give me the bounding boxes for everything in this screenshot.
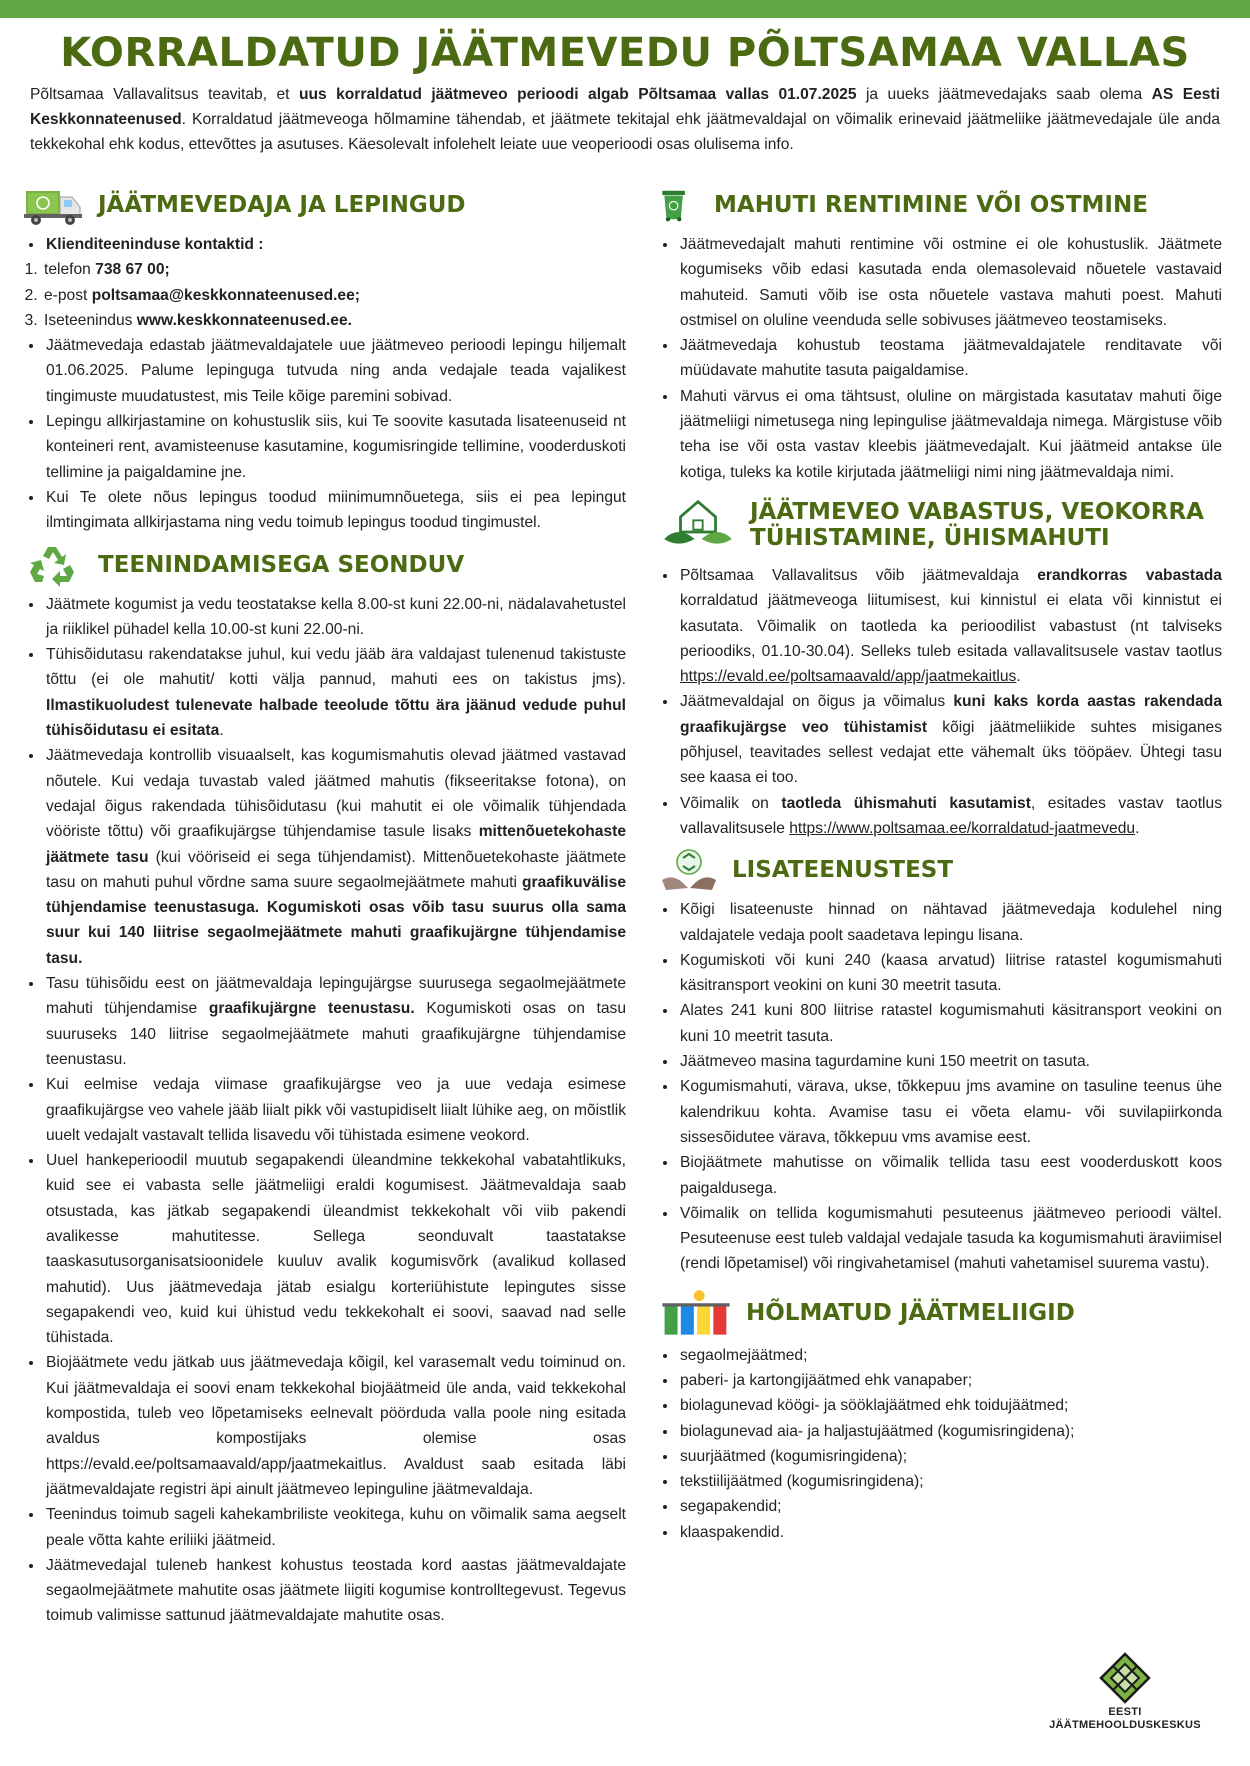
list-item: • Mahuti värvus ei oma tähtsust, oluline on märgistada kasutatav mahuti õige jäätmeliigi nimetusega ning lepingulise jäätmevaldaja nimega. Märgistuse võib teha ise või osta vastav kleebis jäätmevedajalt. Kui jäätmeid antakse üle kotiga, tuleks ka kotile kirjutada jäätmeliigi nimi ning jäätmevaldaja nimi.: [678, 384, 1222, 485]
contact-selfservice: [42, 308, 626, 333]
list-item: • klaaspakendid.: [678, 1520, 1222, 1545]
intro-paragraph: [30, 82, 1220, 157]
list-item: • Biojäätmete vedu jätkab uus jäätmevedaja kõigil, kel varasemalt vedu toiminud on. Kui jäätmevaldaja ei soovi enam tekkekohal biojäätmeid üle anda, vaid tekkekohal kompostida, tuleb veo lõpetamiseks eelnevalt pöörduda valla poole ning esitada avaldus kompostijaks olemise osas https://evald.ee/poltsamaavald/app/jaatmekaitlus. Avaldust saab esitada läbi jäätmevaldajate registri äpi ainult jäätmeveo lepinguline jäätmevaldaja.: [44, 1350, 626, 1502]
organization-logo: [1040, 1650, 1210, 1732]
list-item: • Jäätmevedajalt mahuti rentimine või ostmine ei ole kohustuslik. Jäätmete kogumiseks võib edasi kasutada enda olemasolevaid nõuetele vastavaid mahuteid. Samuti võib ise osta nõuetele vastava mahuti poest. Mahuti ostmisel on oluline veenduda selle sobivuses jäätmeveo teostamiseks.: [678, 232, 1222, 333]
list-item-text: korraldatud jäätmeveoga liitumisest, kui kinnistul ei elata või kinnistut ei kasutata. Võimalik on taotleda ka perioodilist vabastust (nt talviseks perioodiks, 01.10-30.04). Selleks tuleb esitada vallavalitsusele vastav taotlus: [680, 592, 1222, 660]
eco-house-icon: [658, 497, 738, 553]
logo-line-2: JÄÄTMEHOOLDUSKESKUS: [1049, 1719, 1201, 1731]
intro-bold-text: uus korraldatud jäätmeveo perioodi algab Põltsamaa vallas 01.07.2025: [298, 86, 857, 103]
waste-types-list: [658, 1343, 1222, 1545]
list-item: • segaolmejäätmed;: [678, 1343, 1222, 1368]
contact-phone: [42, 257, 626, 282]
contracts-list-2: [24, 333, 626, 535]
list-item-text: Võimalik on: [680, 794, 782, 812]
list-item-bold: mittenõuetekohaste jäätmete tasu: [46, 823, 626, 866]
list-item-bold: graafikuvälise tühjendamise teenustasuga. Kogumiskoti osas võib tasu suurus olla sama suur kui 140 liitrise segaolmejäätmete mahuti graafikujärgne tühjendamise tasu.: [46, 873, 626, 967]
section-header-container: [658, 180, 1222, 230]
section-header-service: [24, 540, 626, 590]
list-item: • Kõigi lisateenuste hinnad on nähtavad jäätmevedaja kodulehel ning valdajatele vedaja poolt saadetava lepingu lisana.: [678, 897, 1222, 948]
contact-label: telefon: [44, 261, 96, 279]
list-item: [44, 743, 626, 971]
section-header-waste-types: [658, 1285, 1222, 1341]
list-item: [678, 689, 1222, 790]
list-item-text: Tasu tühisõidu eest on jäätmevaldaja lepingujärgse suurusega segaolmejäätmete mahuti tühjendamise: [46, 975, 626, 1018]
section-heading: LISATEENUSTEST: [732, 857, 954, 884]
list-item: • biolagunevad köögi- ja sööklajäätmed ehk toidujäätmed;: [678, 1393, 1222, 1418]
section-heading-line: TÜHISTAMINE, ÜHISMAHUTI: [750, 524, 1110, 551]
right-column: [658, 180, 1222, 1545]
application-link[interactable]: https://evald.ee/poltsamaavald/app/jaatmekaitlus: [680, 668, 1017, 686]
contact-value: 738 67 00;: [95, 261, 170, 279]
list-item: [678, 791, 1222, 842]
list-item: • segapakendid;: [678, 1494, 1222, 1519]
list-item: • Alates 241 kuni 800 liitrise ratastel kogumismahuti käsitransport veokini on kuni 10 meetrit tasuta.: [678, 998, 1222, 1049]
logo-mark-icon: [1097, 1650, 1153, 1706]
section-heading: [750, 499, 1204, 551]
list-item-text: Jäätmevaldajal on õigus ja võimalus: [680, 693, 954, 711]
contact-label: e-post: [44, 286, 92, 304]
list-item: • Klienditeeninduse kontaktid :: [44, 232, 626, 257]
list-item-text: Kogumiskoti osas on tasu suuruseks 140 liitrise segaolmejäätmete mahuti graafikujärgne tühjendamise teenustasu.: [46, 1000, 626, 1068]
list-item: [44, 642, 626, 743]
list-item: • Kui eelmise vedaja viimase graafikujärgse veo ja uue vedaja esimese graafikujärgse veo vahele jääb liialt pikk või vastupidiselt liialt lühike aeg, on mõistlik uuelt vedajalt vastavalt tellida lisavedu või tühistada esimene veokord.: [44, 1072, 626, 1148]
list-item: • Jäätmevedaja edastab jäätmevaldajatele uue jäätmeveo perioodi lepingu hiljemalt 01.06.2025. Palume lepinguga tutvuda ning anda vedajale teada vajalikest tingimuste muudatustest, mis Teile kõige paremini sobivad.: [44, 333, 626, 409]
list-item: • Võimalik on tellida kogumismahuti pesuteenus jäätmeveo perioodi vältel. Pesuteenuse eest tuleb valdajal vedajale tasuda ka kogumismahuti äraviimisel (rendi lõpetamisel) või ringivahetamisel (mahuti vahetamisel suurema vastu).: [678, 1201, 1222, 1277]
contact-email: [42, 283, 626, 308]
list-item: • Uuel hankeperioodil muutub segapakendi üleandmine tekkekohal vabatahtlikuks, kuid see ei vabasta selle jäätmeliigi eraldi kogumisest. Jäätmevaldaja saab otsustada, kas jätkab segapakendi üleandmist tekkekohalt või viib pakendi avalikesse mahutitesse. Sellega seonduvalt taastatakse taaskasutusorganisatsioonidele kuuluv avalik kogumisvõrk (avalikud kollased mahutid). Uus jäätmevedaja jätab esialgu korteriühistute lepingutes sisse segapakendi veo, kuid kui ühistud vedu tekkekohalt ei soovi, saavad nad selle tühistada.: [44, 1148, 626, 1350]
list-item: • Jäätmevedajal tuleneb hankest kohustus teostada kord aastas jäätmevaldajate segaolmejäätmete mahutite osas jäätmete liigiti kogumise kontrolltegevust. Tegevus toimub valimisse sattunud jäätmevaldajate mahutite osas.: [44, 1553, 626, 1629]
list-item-bold: graafikujärgne teenustasu.: [208, 1000, 415, 1018]
intro-text: ja uueks jäätmevedajaks saab olema: [856, 86, 1152, 103]
recycling-hands-icon: [658, 846, 720, 894]
list-item: • Jäätmevedaja kohustub teostama jäätmevaldajatele renditavate või müüdavate mahutite tasuta paigaldamise.: [678, 333, 1222, 384]
contact-label: Iseteenindus: [44, 311, 137, 329]
list-item-bold: Ilmastikuoludest tulenevate halbade teeolude tõttu ära jäänud vedude puhul tühisõidutasu ei esitata: [46, 696, 626, 740]
list-item: • Teenindus toimub sageli kahekambriliste veokitega, kuhu on võimalik sama aegselt peale võtta kahte eriliiki jäätmeid.: [44, 1502, 626, 1553]
section-heading-line: JÄÄTMEVEO VABASTUS, VEOKORRA: [750, 498, 1204, 525]
contact-value: poltsamaa@keskkonnateenused.ee;: [91, 286, 360, 304]
list-item: [678, 563, 1222, 689]
list-item: • Biojäätmete mahutisse on võimalik tellida tasu eest vooderduskott koos paigaldusega.: [678, 1150, 1222, 1201]
section-heading: JÄÄTMEVEDAJA JA LEPINGUD: [98, 192, 466, 218]
service-list: [24, 592, 626, 1629]
list-item-text: Tühisõidutasu rakendatakse juhul, kui vedu jääb ära valdajast tulenenud takistuste tõttu (ei ole mahutit/ kotti välja pannud, mahuti ees on takistus jms).: [46, 646, 626, 689]
logo-line-1: EESTI: [1108, 1706, 1142, 1718]
list-item-text: , esitades vastav taotlus vallavalitsusele: [680, 794, 1222, 837]
left-column: [24, 180, 626, 1629]
list-item: • tekstiilijäätmed (kogumisringidena);: [678, 1469, 1222, 1494]
list-item-text: (kui vööriseid ei sega tühjendamist). Mittenõuetekohaste jäätmete tasu on mahuti puhul võrdne sama suure segaolmejäätmete mahuti: [46, 848, 627, 891]
list-item-text: Jäätmevedaja kontrollib visuaalselt, kas kogumismahutis olevad jäätmed vastavad nõutele. Kui vedaja tuvastab valed jäätmed mahutis (fikseeritakse fotona), on vedajal õigus rakendada tühisõidutasu (kui mahutit ei ole võimalik tühjendada vööriste tõttu) või graafikujärgse tühjendamise tasule lisaks: [46, 747, 626, 841]
list-item: • Jäätmeveo masina tagurdamine kuni 150 meetrit on tasuta.: [678, 1049, 1222, 1074]
list-item-bold: taotleda ühismahuti kasutamist: [781, 794, 1031, 812]
list-item: • Kogumismahuti, värava, ukse, tõkkepuu jms avamine on tasuline teenus ühe kalendrikuu kohta. Avamise tasu ei võeta elamu- või suvilapiirkonda sissesõidutee värava, tõkkepuu vms avamise eest.: [678, 1074, 1222, 1150]
list-item: • Kogumiskoti või kuni 240 (kaasa arvatud) liitrise ratastel kogumismahuti käsitransport veokini on kuni 30 meetrit tasuta.: [678, 948, 1222, 999]
intro-text: Põltsamaa Vallavalitsus teavitab, et: [30, 86, 299, 103]
list-item-bold: erandkorras vabastada: [1037, 566, 1222, 584]
section-heading: MAHUTI RENTIMINE VÕI OSTMINE: [714, 192, 1148, 218]
list-item: • biolagunevad aia- ja haljastujäätmed (kogumisringidena);: [678, 1419, 1222, 1444]
list-item-text: .: [1016, 668, 1021, 686]
intro-company-name: AS Eesti Keskkonnateenused: [30, 86, 1220, 128]
garbage-truck-icon: [24, 181, 86, 229]
section-heading: TEENINDAMISEGA SEONDUV: [98, 551, 465, 578]
contact-value: www.keskkonnateenused.ee.: [136, 311, 352, 329]
page-title: KORRALDATUD JÄÄTMEVEDU PÕLTSAMAA VALLAS: [60, 30, 1190, 76]
list-item: • Lepingu allkirjastamine on kohustuslik siis, kui Te soovite kasutada lisateenuseid nt konteineri rent, avamisteenuse kasutamine, kogumisringide tellimine, vooderduskoti tellimine ja paigaldamine jne.: [44, 409, 626, 485]
trash-bin-icon: [658, 181, 702, 229]
list-item: • suurjäätmed (kogumisringidena);: [678, 1444, 1222, 1469]
top-accent-bar: [0, 0, 1250, 18]
intro-text: . Korraldatud jäätmeveoga hõlmamine tähendab, et jäätmete tekitajal ehk jäätmevaldajal on võimalik erinevaid jäätmeliike jäätmevedajale üle anda tekkekohal ehk kodus, ettevõttes ja asutuses. Käesolevalt infolehelt leiate uue veoperioodi osas olulisema info.: [30, 111, 1220, 153]
list-item-bold: kuni kaks korda aastas rakendada graafikujärgse veo tühistamist: [680, 693, 1222, 736]
sorting-bins-icon: [658, 1287, 734, 1339]
list-item-text: kõigi jäätmeliikide suhtes misiganes põhjusel, teavitades sellest vedajat ette vähemalt üks tööpäev. Ühtegi tasu see kaasa ei too.: [680, 718, 1222, 787]
contracts-list: [24, 232, 626, 257]
extra-services-list: [658, 897, 1222, 1276]
recycle-icon: [24, 541, 86, 589]
list-item: • paberi- ja kartongijäätmed ehk vanapaber;: [678, 1368, 1222, 1393]
exemption-list: [658, 563, 1222, 841]
container-list: [658, 232, 1222, 485]
list-item: • Kui Te olete nõus lepingus toodud miinimumnõuetega, siis ei pea lepingut ilmtingimata allkirjastama ning vedu toimub lepingus toodud tingimustel.: [44, 485, 626, 536]
list-item-text: .: [219, 722, 224, 740]
section-header-contracts: [24, 180, 626, 230]
list-item-text: Põltsamaa Vallavalitsus võib jäätmevaldaja: [680, 566, 1038, 584]
list-item: [44, 971, 626, 1072]
section-heading: HÕLMATUD JÄÄTMELIIGID: [746, 1299, 1075, 1326]
contacts-list: [24, 257, 626, 333]
list-item-text: .: [1135, 819, 1140, 837]
section-header-extra-services: [658, 845, 1222, 895]
section-header-exemption: [658, 493, 1222, 557]
list-item: • Jäätmete kogumist ja vedu teostatakse kella 8.00-st kuni 22.00-ni, nädalavahetustel ja riiklikel pühadel kella 10.00-st kuni 22.00-ni.: [44, 592, 626, 643]
municipality-link[interactable]: https://www.poltsamaa.ee/korraldatud-jaatmevedu: [789, 819, 1136, 837]
